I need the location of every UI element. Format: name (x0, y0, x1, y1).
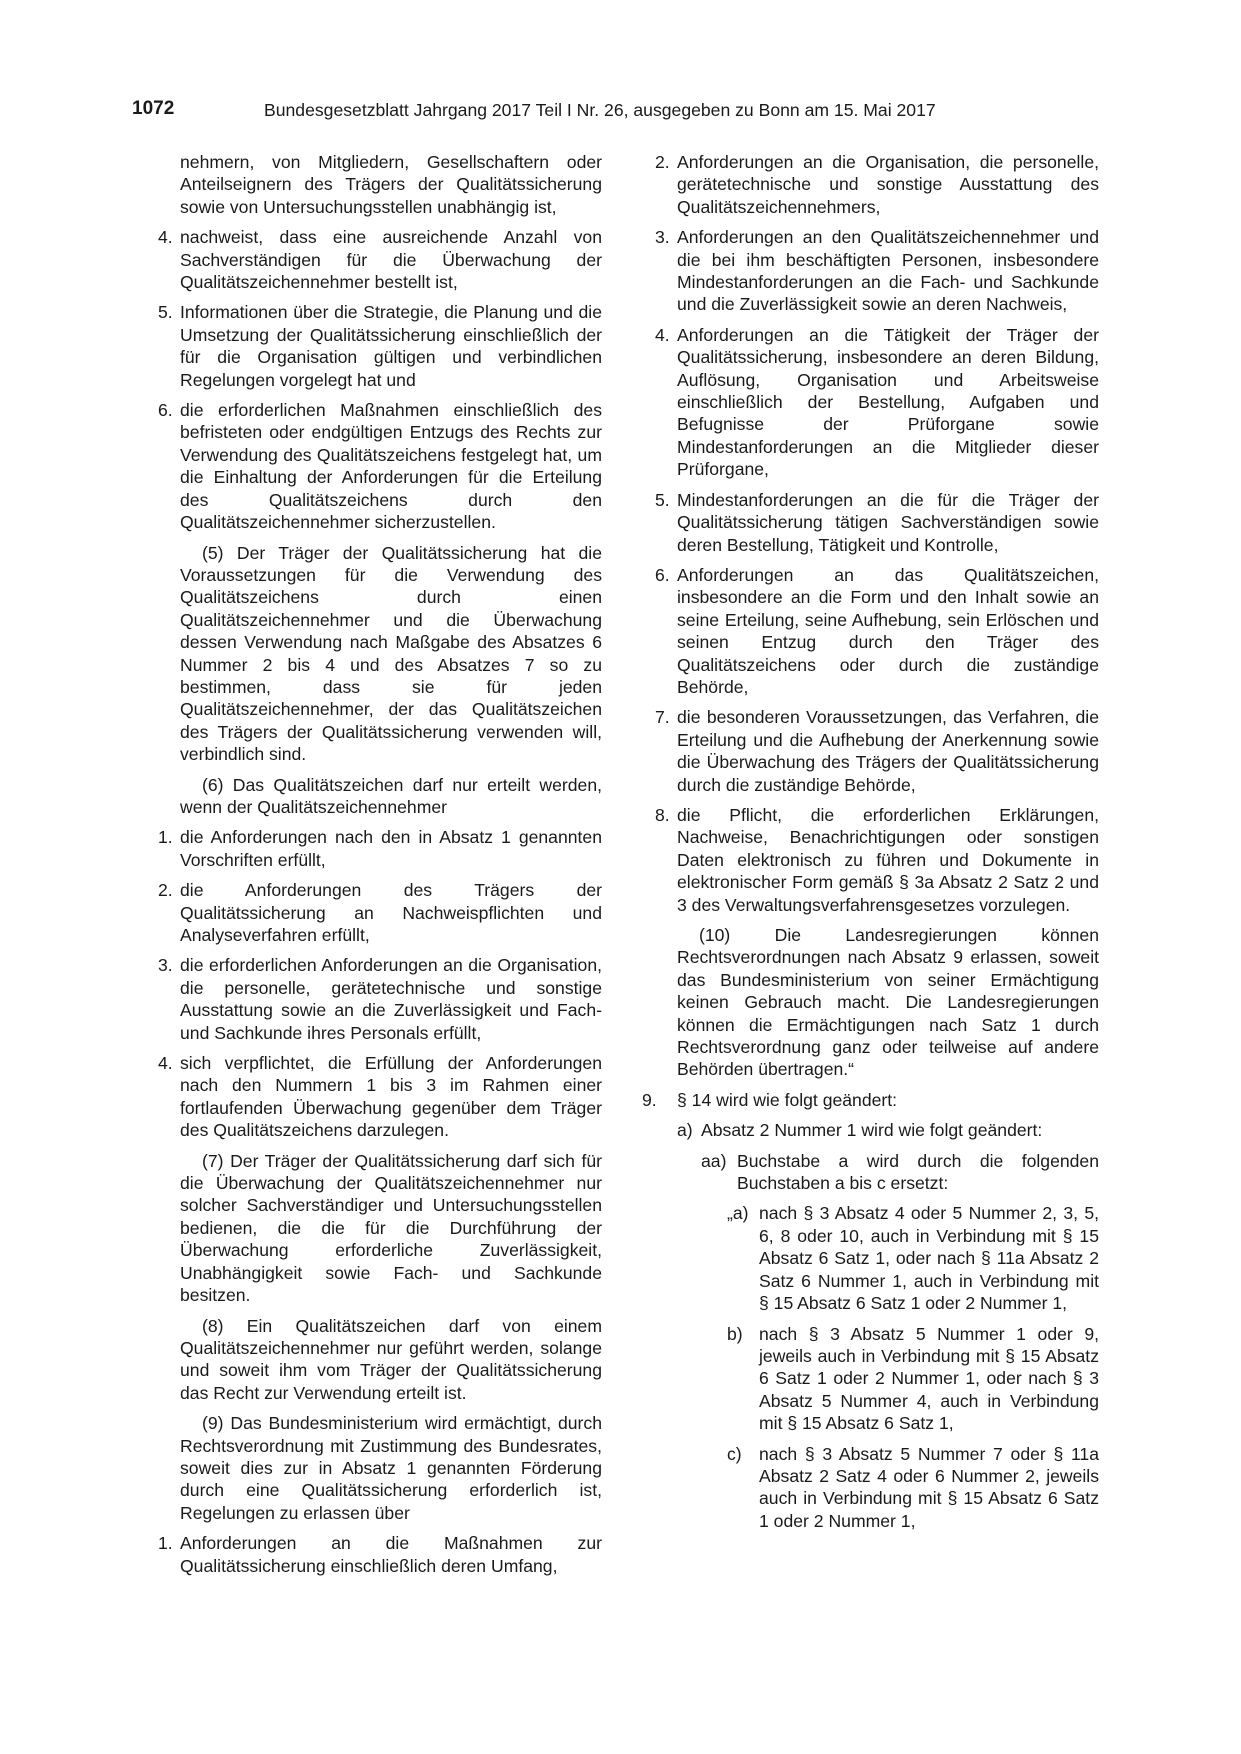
list-item-text: die Anforderungen nach den in Absatz 1 genannten Vorschriften erfüllt, (180, 827, 602, 870)
list-item (655, 226, 1099, 316)
letter-label: c) (727, 1443, 742, 1464)
list-item (655, 151, 1099, 218)
list-item-number: 6. (158, 400, 173, 421)
list-item-number: 2. (655, 152, 670, 172)
replacement-letter (727, 1202, 1099, 1314)
paragraph-9: (9) Das Bundesministerium wird ermächtigt, durch Rechtsverordnung mit Zustimmung des Bundesrates, soweit dies zur in Absatz 1 genannten Förderung durch eine Qualitätssicherung erforderlich ist, Regelungen zu erlassen über (180, 1413, 602, 1523)
amendment-number: a) (677, 1120, 693, 1141)
list-item (655, 804, 1099, 916)
replacement-letters (727, 1202, 1099, 1532)
list-item-number: 4. (655, 324, 670, 345)
paragraph-5: (5) Der Träger der Qualitätssicherung hat die Voraussetzungen für die Verwendung des Qualitätszeichens durch einen Qualitätszeichennehmer und die Überwachung dessen Verwendung nach Maßgabe des Absatzes 6 Nummer 2 bis 4 und des Absatzes 7 so zu bestimmen, dass sie für jeden Qualitätszeichennehmer, der das Qualitätszeichen des Trägers der Qualitätssicherung verwenden will, verbindlich sind. (180, 542, 602, 765)
list-item (655, 324, 1099, 481)
list-item-text: Mindestanforderungen an die für die Träger der Qualitätssicherung tätigen Sachverständigen sowie deren Bestellung, Tätigkeit und Kontrolle, (677, 489, 1099, 555)
list-item-text: die Pflicht, die erforderlichen Erklärungen, Nachweise, Benachrichtigungen oder sonstigen Daten elektronisch zu führen und Dokumente in elektronischer Form gemäß § 3a Absatz 2 Satz 2 und 3 des Verwaltungsverfahrensgesetzes vorzulegen. (677, 804, 1099, 915)
list-item-text: Anforderungen an den Qualitätszeichennehmer und die bei ihm beschäftigten Personen, insbesondere Mindestanforderungen an die Fach- und Sachkunde und die Zuverlässigkeit sowie an deren Nachweis, (677, 227, 1099, 315)
letter-text: nach § 3 Absatz 4 oder 5 Nummer 2, 3, 5, 6, 8 oder 10, auch in Verbindung mit § 15 Absatz 6 Satz 1, oder nach § 11a Absatz 2 Satz 6 Nummer 1, auch in Verbindung mit § 15 Absatz 6 Satz 1 oder 2 Nummer 1, (759, 1203, 1099, 1314)
list-item (655, 564, 1099, 698)
letter-text: nach § 3 Absatz 5 Nummer 1 oder 9, jeweils auch in Verbindung mit § 15 Absatz 6 Satz 1 oder 2 Nummer 1, oder nach § 3 Absatz 5 Nummer 4, auch in Verbindung mit § 15 Absatz 6 Satz 1, (759, 1323, 1099, 1434)
paragraph-10: (10) Die Landesregierungen können Rechtsverordnungen nach Absatz 9 erlassen, soweit das Bundesministerium von seiner Ermächtigung keinen Gebrauch macht. Die Landesregierungen können die Ermächtigungen nach Satz 1 durch Rechtsverordnung ganz oder teilweise auf andere Behörden übertragen.“ (677, 925, 1099, 1080)
list-item (158, 879, 602, 946)
list-item-continuation (180, 151, 602, 218)
list-item-number: 1. (158, 1533, 173, 1554)
list-item-number: 6. (655, 564, 670, 585)
letter-label: b) (727, 1323, 743, 1344)
list-item-number: 4. (158, 227, 173, 248)
letter-label: „a) (727, 1203, 749, 1224)
list-item-text: Informationen über die Strategie, die Planung und die Umsetzung der Qualitätssicherung einschließlich der für die Organisation gültigen und verbindlichen Regelungen vorgelegt hat und (180, 302, 602, 390)
list-item-text: Anforderungen an die Organisation, die personelle, gerätetechnische und sonstige Ausstattung des Qualitätszeichennehmers, (677, 152, 1099, 217)
amendment-text: Absatz 2 Nummer 1 wird wie folgt geändert: (701, 1120, 1043, 1141)
letter-text: nach § 3 Absatz 5 Nummer 7 oder § 11a Absatz 2 Satz 4 oder 6 Nummer 2, jeweils auch in Verbindung mit § 15 Absatz 6 Satz 1 oder 2 Nummer 1, (759, 1443, 1099, 1531)
amendment-number: 9. (642, 1089, 657, 1110)
paragraph-6: (6) Das Qualitätszeichen darf nur erteilt werden, wenn der Qualitätszeichennehmer (180, 774, 602, 817)
list-item-number: 5. (655, 489, 670, 510)
list-item-text: die erforderlichen Maßnahmen einschließlich des befristeten oder endgültigen Entzugs des Rechts zur Verwendung des Qualitätszeichens festgelegt hat, um die Einhaltung der Anforderungen für die Erteilung des Qualitätszeichens durch den Qualitätszeichennehmer sicherzustellen. (180, 400, 602, 533)
replacement-letter (727, 1323, 1099, 1435)
list-item-number: 4. (158, 1053, 173, 1074)
amendment-number: aa) (701, 1150, 727, 1171)
list-item-text: Anforderungen an die Maßnahmen zur Qualitätssicherung einschließlich deren Umfang, (180, 1533, 602, 1576)
list-item (158, 301, 602, 391)
left-column (158, 151, 602, 1585)
list-item-text: sich verpflichtet, die Erfüllung der Anforderungen nach den Nummern 1 bis 3 im Rahmen einer fortlaufenden Überwachung gegenüber dem Träger des Qualitätszeichens darzulegen. (180, 1053, 602, 1141)
list-item-number: 7. (655, 707, 670, 728)
list-item (158, 1532, 602, 1577)
list-item (158, 826, 602, 871)
list-item-text: Anforderungen an das Qualitätszeichen, insbesondere an die Form und den Inhalt sowie an seine Erteilung, seine Aufhebung, sein Erlöschen und seinen Entzug durch den Träger des Qualitätszeichens oder durch die zuständige Behörde, (677, 564, 1099, 697)
replacement-letter (727, 1443, 1099, 1533)
list-item-text: die besonderen Voraussetzungen, das Verfahren, die Erteilung und die Aufhebung der Anerkennung sowie die Überwachung des Trägers der Qualitätssicherung durch die zuständige Behörde, (677, 707, 1099, 795)
list-item-number: 1. (158, 827, 173, 848)
list-item (158, 226, 602, 293)
amendment-text: § 14 wird wie folgt geändert: (677, 1089, 898, 1110)
list-item (655, 706, 1099, 796)
list-item-number: 8. (655, 804, 670, 825)
amendment-item-9 (642, 1089, 1099, 1111)
list-item-number: 2. (158, 880, 173, 901)
list-item-text: Anforderungen an die Tätigkeit der Träger der Qualitätssicherung, insbesondere an deren Bildung, Auflösung, Organisation und Arbeitsweise einschließlich der Bestellung, Aufgaben und Befugnisse der Prüforgane sowie Mindestanforderungen an die Mitglieder dieser Prüforgane, (677, 324, 1099, 480)
list-item-text: nachweist, dass eine ausreichende Anzahl von Sachverständigen für die Überwachung der Qualitätszeichennehmer bestellt ist, (180, 227, 602, 293)
page-number: 1072 (132, 98, 175, 119)
right-column (642, 151, 1099, 1540)
amendment-subitem-aa (701, 1150, 1099, 1195)
list-item-number: 5. (158, 302, 173, 323)
amendment-text: Buchstabe a wird durch die folgenden Buchstaben a bis c ersetzt: (737, 1150, 1099, 1194)
list-item-text: nehmern, von Mitgliedern, Gesellschaftern oder Anteilseignern des Trägers der Qualitätssicherung sowie von Untersuchungsstellen unabhängig ist, (180, 152, 602, 217)
list-item (158, 954, 602, 1044)
list-item-text: die Anforderungen des Trägers der Qualitätssicherung an Nachweispflichten und Analyseverfahren erfüllt, (180, 880, 602, 945)
page-header (132, 98, 1112, 122)
list-item-text: die erforderlichen Anforderungen an die Organisation, die personelle, gerätetechnische und sonstige Ausstattung sowie an die Zuverlässigkeit und Fach- und Sachkunde ihres Personals erfüllt, (180, 955, 602, 1043)
list-item (158, 1052, 602, 1142)
running-head: Bundesgesetzblatt Jahrgang 2017 Teil I Nr. 26, ausgegeben zu Bonn am 15. Mai 2017 (264, 100, 936, 120)
paragraph-8: (8) Ein Qualitätszeichen darf von einem Qualitätszeichennehmer nur geführt werden, solange und soweit ihm vom Träger der Qualitätssicherung das Recht zur Verwendung erteilt ist. (180, 1315, 602, 1403)
list-item-number: 3. (655, 227, 670, 248)
list-item (158, 399, 602, 533)
list-item-number: 3. (158, 955, 173, 976)
list-item (655, 489, 1099, 556)
amendment-subitem-a (677, 1119, 1099, 1141)
paragraph-7: (7) Der Träger der Qualitätssicherung darf sich für die Überwachung der Qualitätszeichennehmer nur solcher Sachverständiger und Untersuchungsstellen bedienen, die die für die Durchführung der Überwachung erforderliche Zuverlässigkeit, Unabhängigkeit sowie Fach- und Sachkunde besitzen. (180, 1150, 602, 1306)
